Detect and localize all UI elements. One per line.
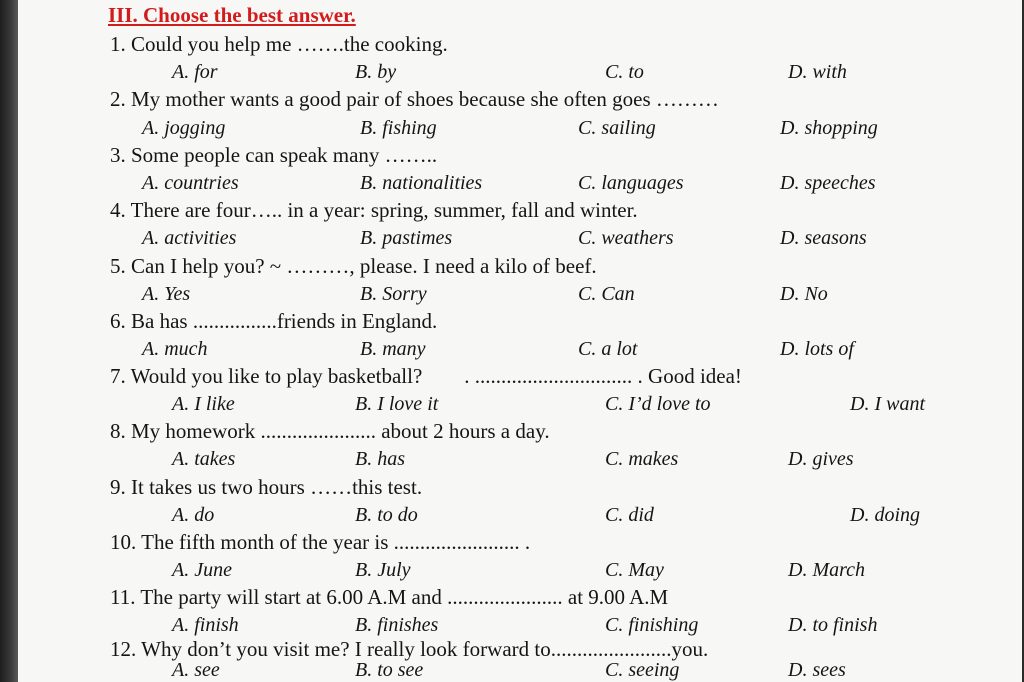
q12-option-a[interactable]: A. see — [172, 659, 220, 681]
q2-option-d[interactable]: D. shopping — [780, 117, 878, 139]
question-12: 12. Why don’t you visit me? I really look forward to.......................you. — [110, 637, 709, 661]
q6-option-c[interactable]: C. a lot — [578, 338, 638, 360]
q3-option-a[interactable]: A. countries — [142, 172, 239, 194]
q7-option-b[interactable]: B. I love it — [355, 393, 439, 415]
question-7: 7. Would you like to play basketball? . .............................. . Good idea! — [110, 364, 742, 388]
question-11: 11. The party will start at 6.00 A.M and ...................... at 9.00 A.M — [110, 585, 669, 609]
q10-option-c[interactable]: C. May — [605, 559, 664, 581]
q8-option-c[interactable]: C. makes — [605, 448, 679, 470]
q5-option-c[interactable]: C. Can — [578, 283, 635, 305]
q3-option-d[interactable]: D. speeches — [780, 172, 876, 194]
q5-option-a[interactable]: A. Yes — [142, 283, 191, 305]
q9-option-d[interactable]: D. doing — [850, 504, 920, 526]
q7-option-d[interactable]: D. I want — [850, 393, 925, 415]
section-heading: III. Choose the best answer. — [108, 3, 356, 27]
q4-option-d[interactable]: D. seasons — [780, 227, 867, 249]
q5-option-b[interactable]: B. Sorry — [360, 283, 427, 305]
q10-option-b[interactable]: B. July — [355, 559, 411, 581]
question-3: 3. Some people can speak many …….. — [110, 143, 438, 167]
question-5: 5. Can I help you? ~ ………, please. I need a kilo of beef. — [110, 254, 597, 278]
q2-option-c[interactable]: C. sailing — [578, 117, 656, 139]
q4-option-a[interactable]: A. activities — [142, 227, 237, 249]
question-9: 9. It takes us two hours ……this test. — [110, 475, 423, 499]
q10-option-a[interactable]: A. June — [172, 559, 232, 581]
q7-option-c[interactable]: C. I’d love to — [605, 393, 711, 415]
photo-dark-edge — [0, 0, 18, 682]
q6-option-d[interactable]: D. lots of — [780, 338, 854, 360]
q4-option-b[interactable]: B. pastimes — [360, 227, 453, 249]
q5-option-d[interactable]: D. No — [780, 283, 828, 305]
q7-option-a[interactable]: A. I like — [172, 393, 235, 415]
q3-option-c[interactable]: C. languages — [578, 172, 684, 194]
q9-option-c[interactable]: C. did — [605, 504, 654, 526]
q11-option-c[interactable]: C. finishing — [605, 614, 699, 636]
q8-option-a[interactable]: A. takes — [172, 448, 236, 470]
question-10: 10. The fifth month of the year is ........................ . — [110, 530, 531, 554]
q9-option-a[interactable]: A. do — [172, 504, 215, 526]
q8-option-d[interactable]: D. gives — [788, 448, 854, 470]
q6-option-b[interactable]: B. many — [360, 338, 426, 360]
question-6: 6. Ba has ................friends in England. — [110, 309, 438, 333]
q2-option-b[interactable]: B. fishing — [360, 117, 437, 139]
q1-option-d[interactable]: D. with — [788, 61, 847, 83]
question-1: 1. Could you help me …….the cooking. — [110, 32, 448, 56]
q1-option-a[interactable]: A. for — [172, 61, 218, 83]
question-4: 4. There are four….. in a year: spring, summer, fall and winter. — [110, 198, 638, 222]
q3-option-b[interactable]: B. nationalities — [360, 172, 483, 194]
q10-option-d[interactable]: D. March — [788, 559, 866, 581]
q12-option-b[interactable]: B. to see — [355, 659, 424, 681]
q11-option-a[interactable]: A. finish — [172, 614, 239, 636]
q11-option-b[interactable]: B. finishes — [355, 614, 439, 636]
q4-option-c[interactable]: C. weathers — [578, 227, 674, 249]
q12-option-d[interactable]: D. sees — [788, 659, 846, 681]
q12-option-c[interactable]: C. seeing — [605, 659, 680, 681]
question-8: 8. My homework ...................... about 2 hours a day. — [110, 419, 550, 443]
q9-option-b[interactable]: B. to do — [355, 504, 418, 526]
q1-option-b[interactable]: B. by — [355, 61, 397, 83]
q6-option-a[interactable]: A. much — [142, 338, 208, 360]
q1-option-c[interactable]: C. to — [605, 61, 644, 83]
question-2: 2. My mother wants a good pair of shoes because she often goes ……… — [110, 87, 719, 111]
q11-option-d[interactable]: D. to finish — [788, 614, 878, 636]
q2-option-a[interactable]: A. jogging — [142, 117, 226, 139]
q8-option-b[interactable]: B. has — [355, 448, 405, 470]
worksheet-page — [18, 0, 1022, 682]
